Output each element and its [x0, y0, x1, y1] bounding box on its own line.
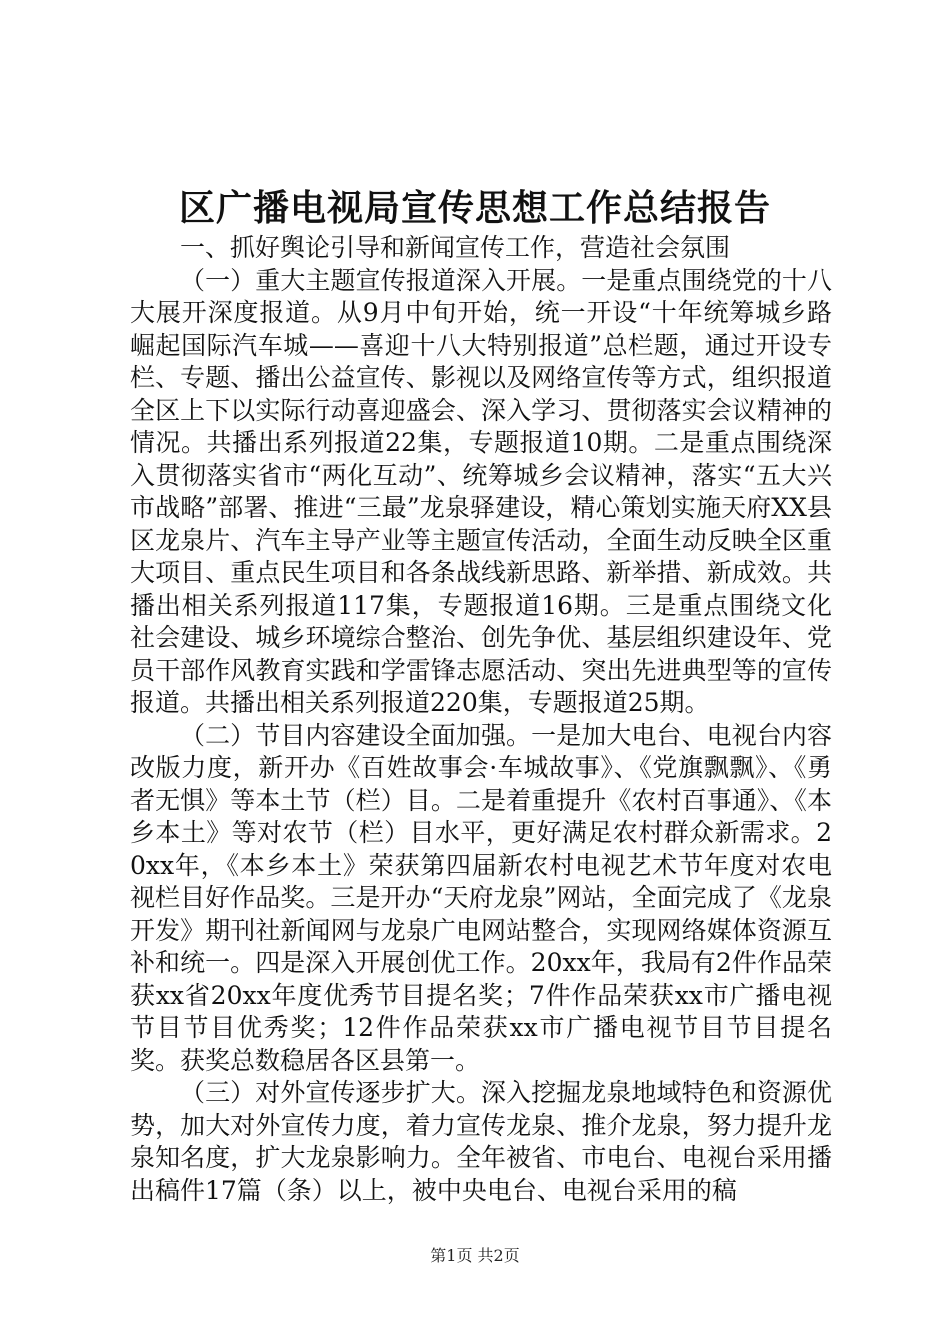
section-heading: 一、抓好舆论引导和新闻宣传工作，营造社会氛围 [180, 233, 731, 262]
page-footer: 第1页 共2页 [430, 1246, 520, 1265]
paragraph-program-content: （二）节目内容建设全面加强。一是加大电台、电视台内容改版力度，新开办《百姓故事会·车城故事》、《党旗飘飘》、《勇者无惧》等本土节（栏）目。二是着重提升《农村百事通》、《本乡本土》等对农节（栏）目水平，更好满足农村群众新需求。20xx年，《本乡本土》荣获第四届新农村电视艺术节年度对农电视栏目好作品奖。三是开办“天府龙泉”网站，全面完成了《龙泉开发》期刊社新闻网与龙泉广电网站整合，实现网络媒体资源互补和统一。四是深入开展创优工作。20xx年，我局有2件作品荣获xx省20xx年度优秀节目提名奖；7件作品荣获xx市广播电视节目节目优秀奖；12件作品荣获xx市广播电视节目节目提名奖。获奖总数稳居各区县第一。 [130, 720, 832, 1075]
paragraph-external-publicity: （三）对外宣传逐步扩大。深入挖掘龙泉地域特色和资源优势，加大对外宣传力度，着力宣传龙泉、推介龙泉，努力提升龙泉知名度，扩大龙泉影响力。全年被省、市电台、电视台采用播出稿件17篇（条）以上，被中央电台、电视台采用的稿 [130, 1078, 832, 1205]
paragraph-major-themes: （一）重大主题宣传报道深入开展。一是重点围绕党的十八大展开深度报道。从9月中旬开始，统一开设“十年统筹城乡路崛起国际汽车城——喜迎十八大特别报道”总栏题，通过开设专栏、专题、播出公益宣传、影视以及网络宣传等方式，组织报道全区上下以实际行动喜迎盛会、深入学习、贯彻落实会议精神的情况。共播出系列报道22集，专题报道10期。二是重点围绕深入贯彻落实省市“两化互动”、统筹城乡会议精神，落实“五大兴市战略”部署、推进“三最”龙泉驿建设，精心策划实施天府XX县区龙泉片、汽车主导产业等主题宣传活动，全面生动反映全区重大项目、重点民生项目和各条战线新思路、新举措、新成效。共播出相关系列报道117集，专题报道16期。三是重点围绕文化社会建设、城乡环境综合整治、创先争优、基层组织建设年、党员干部作风教育实践和学雷锋志愿活动、突出先进典型等的宣传报道。共播出相关系列报道220集，专题报道25期。 [130, 265, 832, 717]
document-title: 区广播电视局宣传思想工作总结报告 [178, 187, 771, 229]
document-body [130, 232, 832, 1207]
